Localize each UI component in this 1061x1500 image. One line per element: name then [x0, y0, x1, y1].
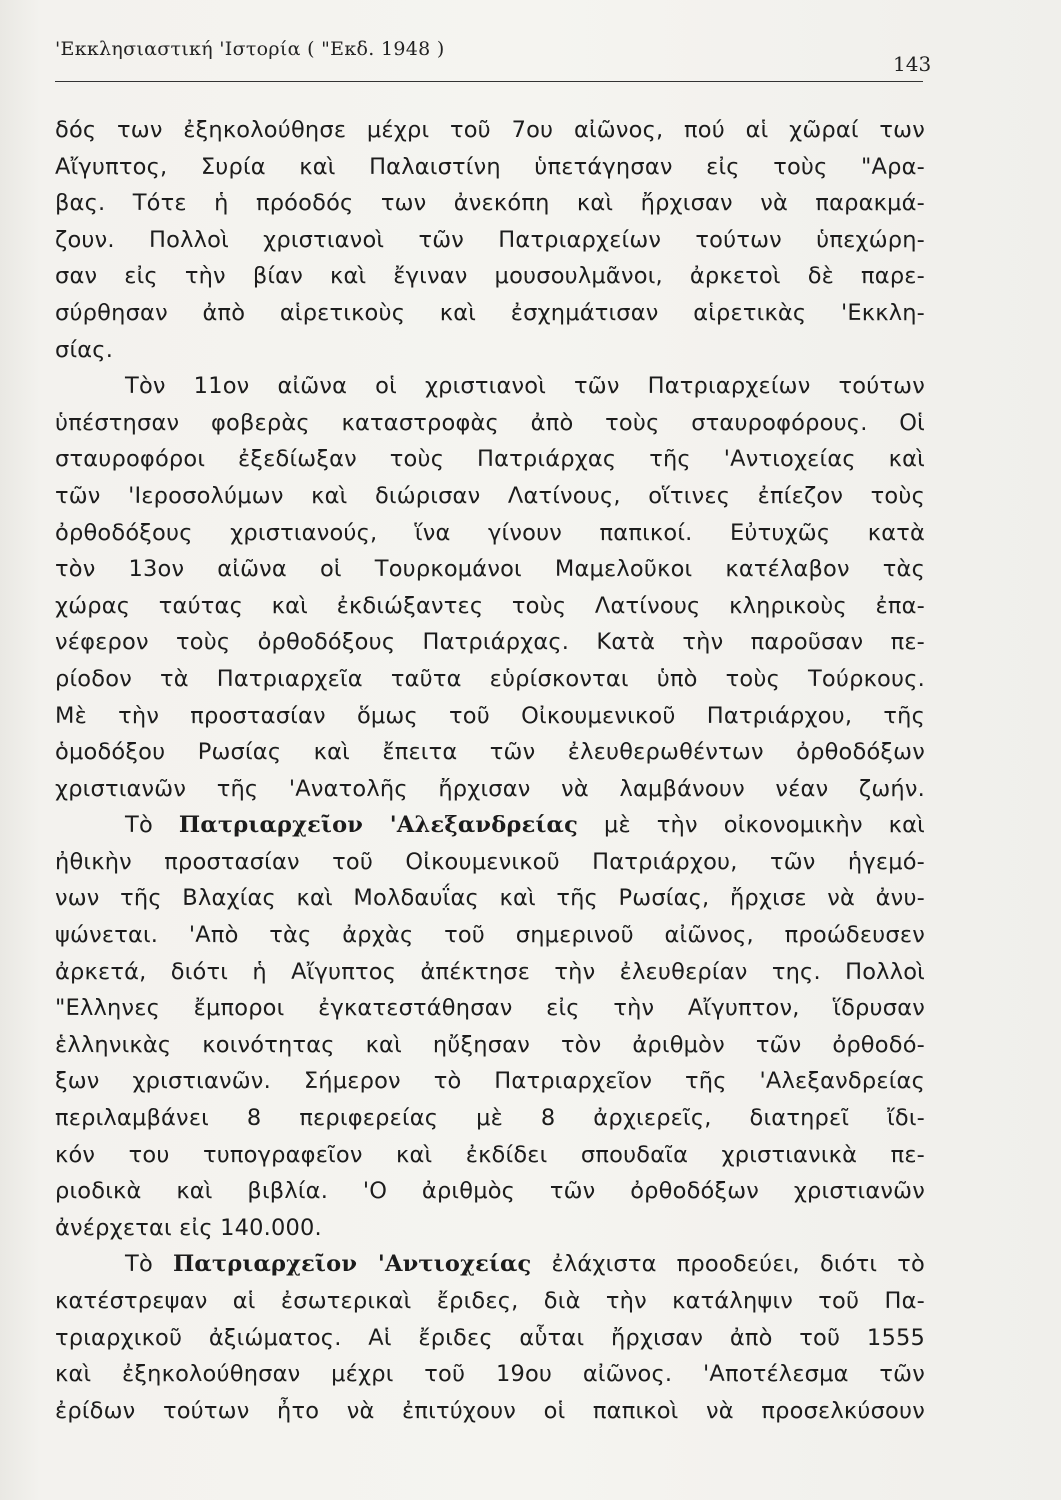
text-line: κόν του τυπογραφεῖον καὶ ἐκδίδει σπουδαῖα χριστιανικὰ πε- — [55, 1141, 925, 1168]
text-line: ἀνέρχεται εἰς 140.000. — [55, 1214, 322, 1241]
text-line: ριοδικὰ καὶ βιβλία. 'Ο ἀριθμὸς τῶν ὀρθοδόξων χριστιανῶν — [55, 1178, 925, 1205]
text-line: ὁμοδόξου Ρωσίας καὶ ἔπειτα τῶν ἐλευθερωθέντων ὀρθοδόξων — [55, 739, 925, 766]
text-line: κατέστρεψαν αἱ ἐσωτερικαὶ ἔριδες, διὰ τὴν κατάληψιν τοῦ Πα- — [55, 1288, 925, 1314]
heading-patriarchate-antioch: Πατριαρχεῖον 'Αντιοχείας — [172, 1251, 532, 1278]
text-line: χώρας ταύτας καὶ ἐκδιώξαντες τοὺς Λατίνους κληρικοὺς ἐπα- — [55, 592, 925, 619]
heading-patriarchate-alexandria: Πατριαρχεῖον 'Αλεξανδρείας — [178, 812, 578, 839]
text-line: Μὲ τὴν προστασίαν ὅμως τοῦ Οἰκουμενικοῦ Πατριάρχου, τῆς — [55, 702, 925, 729]
paragraph-antioch-first-line — [55, 1246, 925, 1283]
text-line: ζουν. Πολλοὶ χριστιανοὶ τῶν Πατριαρχείων τούτων ὑπεχώρη- — [55, 226, 925, 253]
text-line: ὀρθοδόξους χριστιανούς, ἵνα γίνουν παπικοί. Εὐτυχῶς κατὰ — [55, 519, 925, 546]
text-line: νων τῆς Βλαχίας καὶ Μολδαυΐας καὶ τῆς Ρωσίας, ἤρχισε νὰ ἀνυ- — [55, 885, 925, 912]
text-line: περιλαμβάνει 8 περιφερείας μὲ 8 ἀρχιερεῖς, διατηρεῖ ἴδι- — [55, 1105, 925, 1132]
text-line: σταυροφόροι ἐξεδίωξαν τοὺς Πατριάρχας τῆς 'Αντιοχείας καὶ — [55, 446, 925, 473]
paragraph-alexandria-first-line — [55, 807, 925, 844]
text-line: σίας. — [55, 336, 114, 363]
page-number: 143 — [893, 52, 932, 76]
first-line-rest: μὲ τὴν οἰκονομικὴν καὶ — [577, 812, 925, 839]
first-line-rest: ἐλάχιστα προοδεύει, διότι τὸ — [531, 1251, 925, 1278]
body-text — [55, 112, 925, 1429]
running-head-title: 'Εκκλησιαστική 'Ιστορία ( "Εκδ. 1948 ) — [55, 38, 445, 60]
text-line: Αἴγυπτος, Συρία καὶ Παλαιστίνη ὑπετάγησαν εἰς τοὺς "Αρα- — [55, 153, 925, 180]
text-line: ρίοδον τὰ Πατριαρχεῖα ταῦτα εὑρίσκονται ὑπὸ τοὺς Τούρκους. — [55, 665, 925, 692]
text-line: σαν εἰς τὴν βίαν καὶ ἔγιναν μουσουλμᾶνοι, ἀρκετοὶ δὲ παρε- — [55, 263, 925, 290]
text-line: χριστιανῶν τῆς 'Ανατολῆς ἤρχισαν νὰ λαμβάνουν νέαν ζωήν. — [55, 775, 925, 802]
header-rule — [55, 81, 923, 82]
text-line: τῶν 'Ιεροσολύμων καὶ διώρισαν Λατίνους, οἵτινες ἐπίεζον τοὺς — [55, 482, 925, 509]
text-line: ἐρίδων τούτων ἦτο νὰ ἐπιτύχουν οἱ παπικοὶ νὰ προσελκύσουν — [55, 1397, 925, 1424]
text-line: δός των ἐξηκολούθησε μέχρι τοῦ 7ου αἰῶνος, πού αἱ χῶραί των — [55, 117, 925, 143]
text-line: τὸν 13ον αἰῶνα οἱ Τουρκομάνοι Μαμελοῦκοι κατέλαβον τὰς — [55, 556, 925, 583]
text-line: σύρθησαν ἀπὸ αἱρετικοὺς καὶ ἐσχημάτισαν αἱρετικὰς 'Εκκλη- — [55, 299, 925, 326]
text-line: ἑλληνικὰς κοινότητας καὶ ηὔξησαν τὸν ἀριθμὸν τῶν ὀρθοδό- — [55, 1031, 925, 1058]
text-line: ξων χριστιανῶν. Σήμερον τὸ Πατριαρχεῖον τῆς 'Αλεξανδρείας — [55, 1068, 925, 1095]
lead-word: Τὸ — [125, 812, 179, 839]
text-line: νέφερον τοὺς ὀρθοδόξους Πατριάρχας. Κατὰ τὴν παροῦσαν πε- — [55, 629, 925, 656]
text-line: ψώνεται. 'Απὸ τὰς ἀρχὰς τοῦ σημερινοῦ αἰῶνος, προώδευσεν — [55, 922, 925, 949]
text-line: Τὸν 11ον αἰῶνα οἱ χριστιανοὶ τῶν Πατριαρχείων τούτων — [125, 373, 925, 400]
text-line: ἀρκετά, διότι ἡ Αἴγυπτος ἀπέκτησε τὴν ἐλευθερίαν της. Πολλοὶ — [55, 958, 925, 985]
text-line: ὑπέστησαν φοβερὰς καταστροφὰς ἀπὸ τοὺς σταυροφόρους. Οἱ — [55, 409, 925, 436]
text-line: καὶ ἐξηκολούθησαν μέχρι τοῦ 19ου αἰῶνος. 'Αποτέλεσμα τῶν — [55, 1361, 925, 1388]
text-line: ἠθικὴν προστασίαν τοῦ Οἰκουμενικοῦ Πατριάρχου, τῶν ἡγεμό- — [55, 848, 925, 875]
text-line: "Ελληνες ἔμποροι ἐγκατεστάθησαν εἰς τὴν Αἴγυπτον, ἵδρυσαν — [55, 995, 925, 1022]
text-line: τριαρχικοῦ ἀξιώματος. Αἱ ἔριδες αὗται ἤρχισαν ἀπὸ τοῦ 1555 — [55, 1324, 925, 1351]
lead-word: Τὸ — [125, 1251, 173, 1278]
text-line: βας. Τότε ἡ πρόοδός των ἀνεκόπη καὶ ἤρχισαν νὰ παρακμά- — [55, 190, 925, 217]
